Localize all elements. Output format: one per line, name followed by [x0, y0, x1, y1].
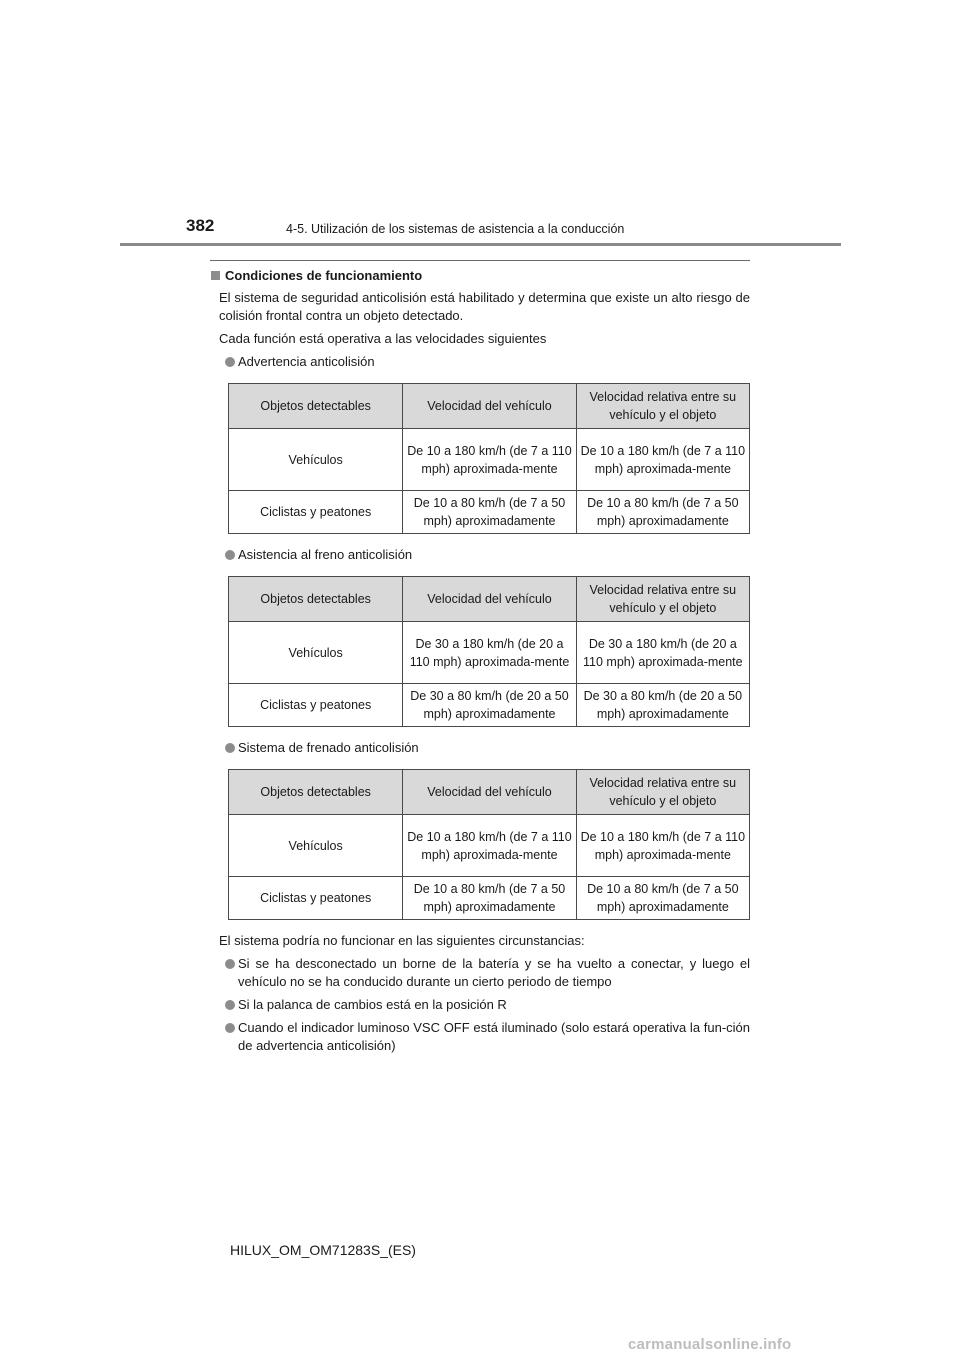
- section-heading: [211, 268, 750, 283]
- condition-text: Si la palanca de cambios está en la posición R: [238, 997, 507, 1012]
- bullet-dot-icon: [225, 550, 235, 560]
- table-cell: De 10 a 80 km/h (de 7 a 50 mph) aproximadamente: [403, 877, 576, 920]
- table-title: [211, 546, 750, 564]
- table-row: [229, 815, 750, 877]
- condition-item: [211, 996, 750, 1014]
- bullet-dot-icon: [225, 1000, 235, 1010]
- table-row: [229, 877, 750, 920]
- section-rule: [210, 260, 750, 261]
- table-cell: Ciclistas y peatones: [229, 877, 403, 920]
- table-row: [229, 622, 750, 684]
- table-cell: De 10 a 80 km/h (de 7 a 50 mph) aproximadamente: [576, 877, 749, 920]
- table-header-cell: Objetos detectables: [229, 384, 403, 429]
- table-header-cell: Velocidad del vehículo: [403, 384, 576, 429]
- table-row: [229, 491, 750, 534]
- table-cell: De 10 a 80 km/h (de 7 a 50 mph) aproximadamente: [576, 491, 749, 534]
- intro-paragraph: El sistema de seguridad anticolisión está habilitado y determina que existe un alto riesgo de colisión frontal contra un objeto detectado.: [219, 290, 750, 323]
- table-cell: De 10 a 80 km/h (de 7 a 50 mph) aproximadamente: [403, 491, 576, 534]
- table-header-cell: Objetos detectables: [229, 577, 403, 622]
- condition-text: Si se ha desconectado un borne de la batería y se ha vuelto a conectar, y luego el vehículo no se ha conducido durante un cierto periodo de tiempo: [238, 956, 750, 989]
- table-cell: De 10 a 180 km/h (de 7 a 110 mph) aproximada-mente: [576, 429, 749, 491]
- square-bullet-icon: [211, 271, 220, 280]
- table-header-cell: Velocidad relativa entre su vehículo y el objeto: [576, 384, 749, 429]
- bullet-dot-icon: [225, 357, 235, 367]
- bullet-dot-icon: [225, 1023, 235, 1033]
- table-cell: De 30 a 80 km/h (de 20 a 50 mph) aproximadamente: [403, 684, 576, 727]
- table-title-text: Asistencia al freno anticolisión: [238, 547, 413, 562]
- table-cell: De 30 a 80 km/h (de 20 a 50 mph) aproximadamente: [576, 684, 749, 727]
- table-cell: Vehículos: [229, 429, 403, 491]
- table-header-cell: Velocidad del vehículo: [403, 770, 576, 815]
- spec-table: [228, 769, 750, 920]
- table-cell: De 10 a 180 km/h (de 7 a 110 mph) aproximada-mente: [576, 815, 749, 877]
- table-header-cell: Velocidad relativa entre su vehículo y el objeto: [576, 770, 749, 815]
- page-number: 382: [186, 216, 215, 235]
- condition-item: [211, 1019, 750, 1055]
- table-cell: De 30 a 180 km/h (de 20 a 110 mph) aproximada-mente: [576, 622, 749, 684]
- condition-item: [211, 955, 750, 991]
- section-heading-text: Condiciones de funcionamiento: [225, 268, 423, 283]
- table-title-text: Sistema de frenado anticolisión: [238, 740, 419, 755]
- page-content: [211, 268, 750, 1060]
- table-row: [229, 684, 750, 727]
- bullet-dot-icon: [225, 959, 235, 969]
- table-title: [211, 353, 750, 371]
- intro-paragraph-2: Cada función está operativa a las velocidades siguientes: [219, 331, 547, 346]
- table-header-cell: Velocidad relativa entre su vehículo y el objeto: [576, 577, 749, 622]
- table-title-text: Advertencia anticolisión: [238, 354, 375, 369]
- table-cell: De 30 a 180 km/h (de 20 a 110 mph) aproximada-mente: [403, 622, 576, 684]
- table-cell: De 10 a 180 km/h (de 7 a 110 mph) aproximada-mente: [403, 429, 576, 491]
- condition-text: Cuando el indicador luminoso VSC OFF está iluminado (solo estará operativa la fun-ción de advertencia anticolisión): [238, 1020, 750, 1053]
- conditions-intro: El sistema podría no funcionar en las siguientes circunstancias:: [219, 933, 585, 948]
- table-header-cell: Velocidad del vehículo: [403, 577, 576, 622]
- table-header-cell: Objetos detectables: [229, 770, 403, 815]
- running-head: 4-5. Utilización de los sistemas de asistencia a la conducción: [286, 222, 625, 236]
- table-cell: De 10 a 180 km/h (de 7 a 110 mph) aproximada-mente: [403, 815, 576, 877]
- table-row: [229, 429, 750, 491]
- spec-table: [228, 383, 750, 534]
- watermark-link[interactable]: carmanualsonline.info: [628, 1336, 792, 1353]
- table-cell: Vehículos: [229, 622, 403, 684]
- header-rule: [120, 243, 841, 246]
- bullet-dot-icon: [225, 743, 235, 753]
- table-cell: Vehículos: [229, 815, 403, 877]
- document-code: HILUX_OM_OM71283S_(ES): [230, 1242, 416, 1258]
- table-cell: Ciclistas y peatones: [229, 684, 403, 727]
- table-title: [211, 739, 750, 757]
- spec-table: [228, 576, 750, 727]
- table-cell: Ciclistas y peatones: [229, 491, 403, 534]
